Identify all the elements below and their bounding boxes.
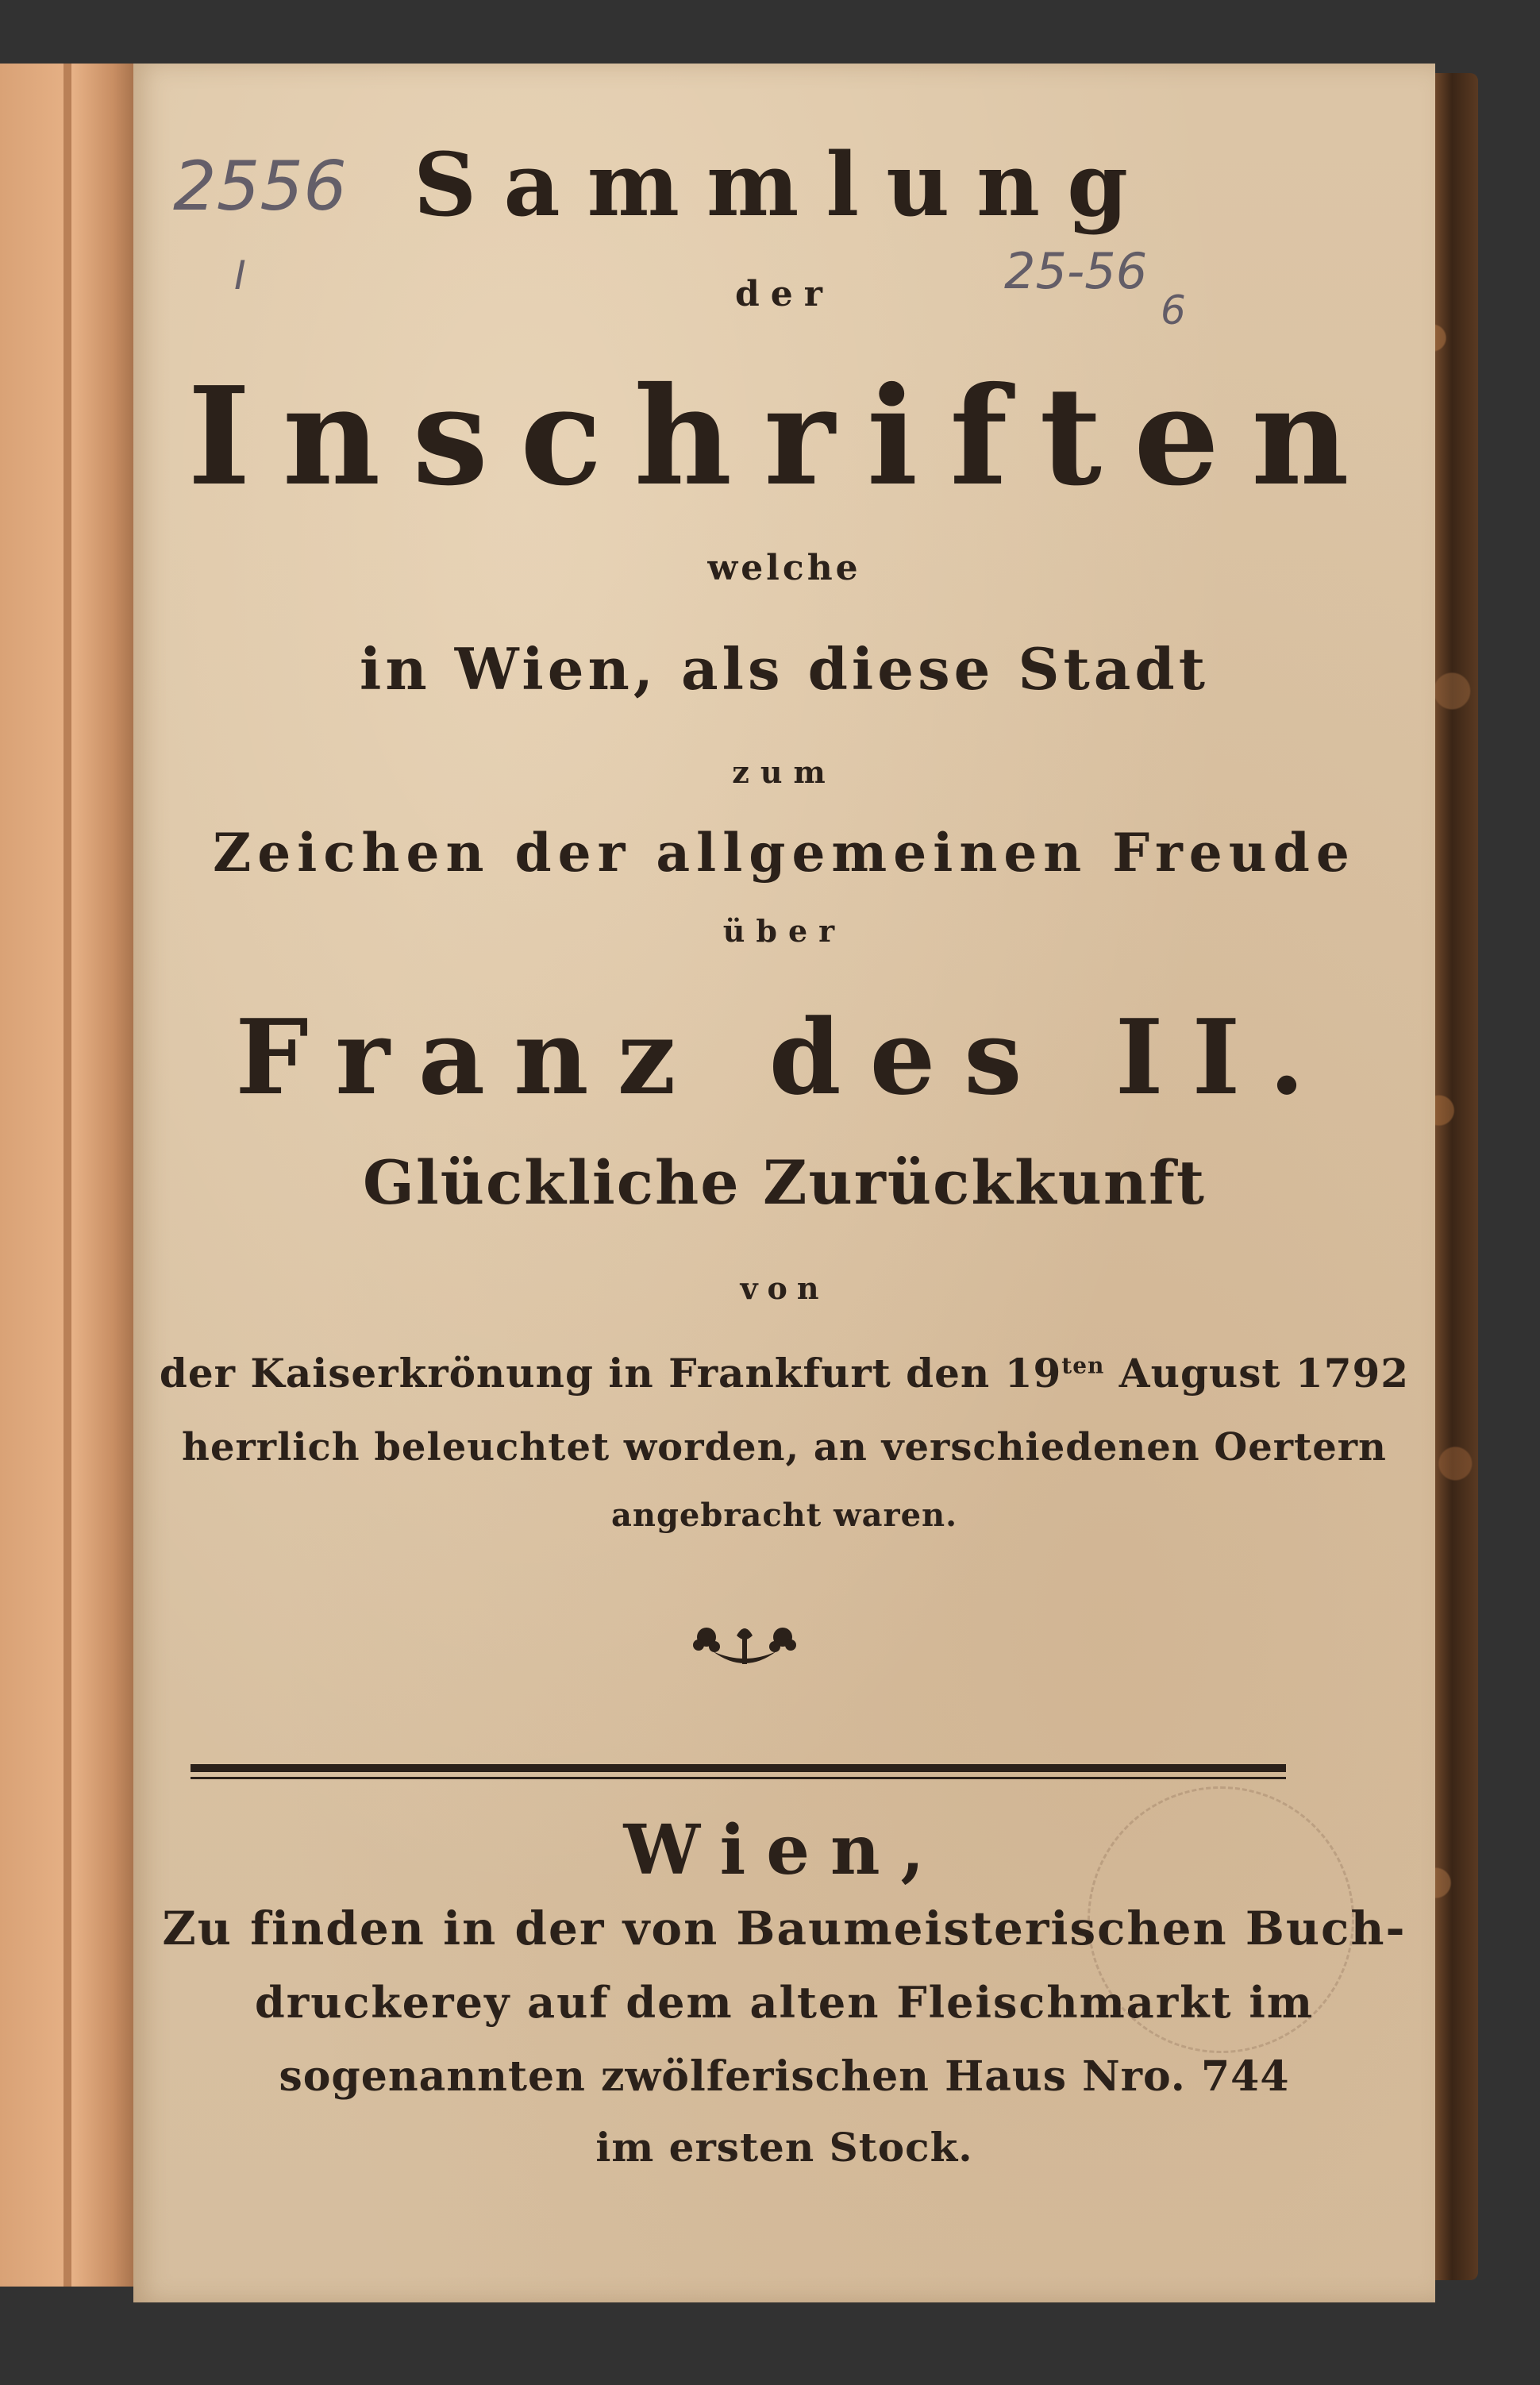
flower-ornament-icon (689, 1620, 800, 1675)
title-line-ueber: über (722, 913, 846, 949)
divider-rule (191, 1764, 1286, 1772)
title-line-zurueckkunft: Glückliche Zurückkunft (363, 1147, 1206, 1218)
title-line-inschriften: Inschriften (187, 357, 1381, 516)
date-suffix: ten (1061, 1352, 1105, 1379)
imprint-line-4: sogenannten zwölferischen Haus Nro. 744 (279, 2052, 1290, 2101)
title-line-kaiserkroenung (133, 1350, 1435, 1397)
imprint-line-5: im ersten Stock. (595, 2124, 973, 2171)
handwritten-shelfmark: 2556 (173, 147, 347, 226)
title-line-zum: zum (732, 754, 837, 790)
title-line-der: der (735, 274, 834, 314)
title-line-zeichen: Zeichen der allgemeinen Freude (213, 822, 1356, 884)
handwritten-number: 25-56 (1004, 242, 1148, 300)
flyleaf-gutter (64, 64, 71, 2287)
august-text: August 1792 (1104, 1350, 1410, 1397)
imprint-line-3: druckerey auf dem alten Fleischmarkt im (255, 1977, 1314, 2028)
title-line-angebracht: angebracht waren. (610, 1497, 958, 1534)
imprint-city: Wien, (623, 1810, 945, 1890)
title-line-beleuchtet: herrlich beleuchtet worden, an verschiedenen Oertern (182, 1425, 1387, 1470)
title-line-wien: in Wien, als diese Stadt (359, 635, 1210, 703)
title-line-sammlung: Sammlung (413, 133, 1156, 236)
title-line-franz: Franz des II. (235, 996, 1334, 1118)
divider-rule-thin (191, 1777, 1286, 1779)
title-line-von: von (740, 1270, 829, 1306)
title-line-welche: welche (707, 548, 861, 588)
imprint-line-2: Zu finden in der von Baumeisterischen Buch- (162, 1901, 1407, 1955)
handwritten-mark: I (234, 252, 246, 299)
kaiserkroenung-text: der Kaiserkrönung in Frankfurt den 19 (159, 1350, 1062, 1397)
handwritten-digit: 6 (1161, 287, 1186, 333)
